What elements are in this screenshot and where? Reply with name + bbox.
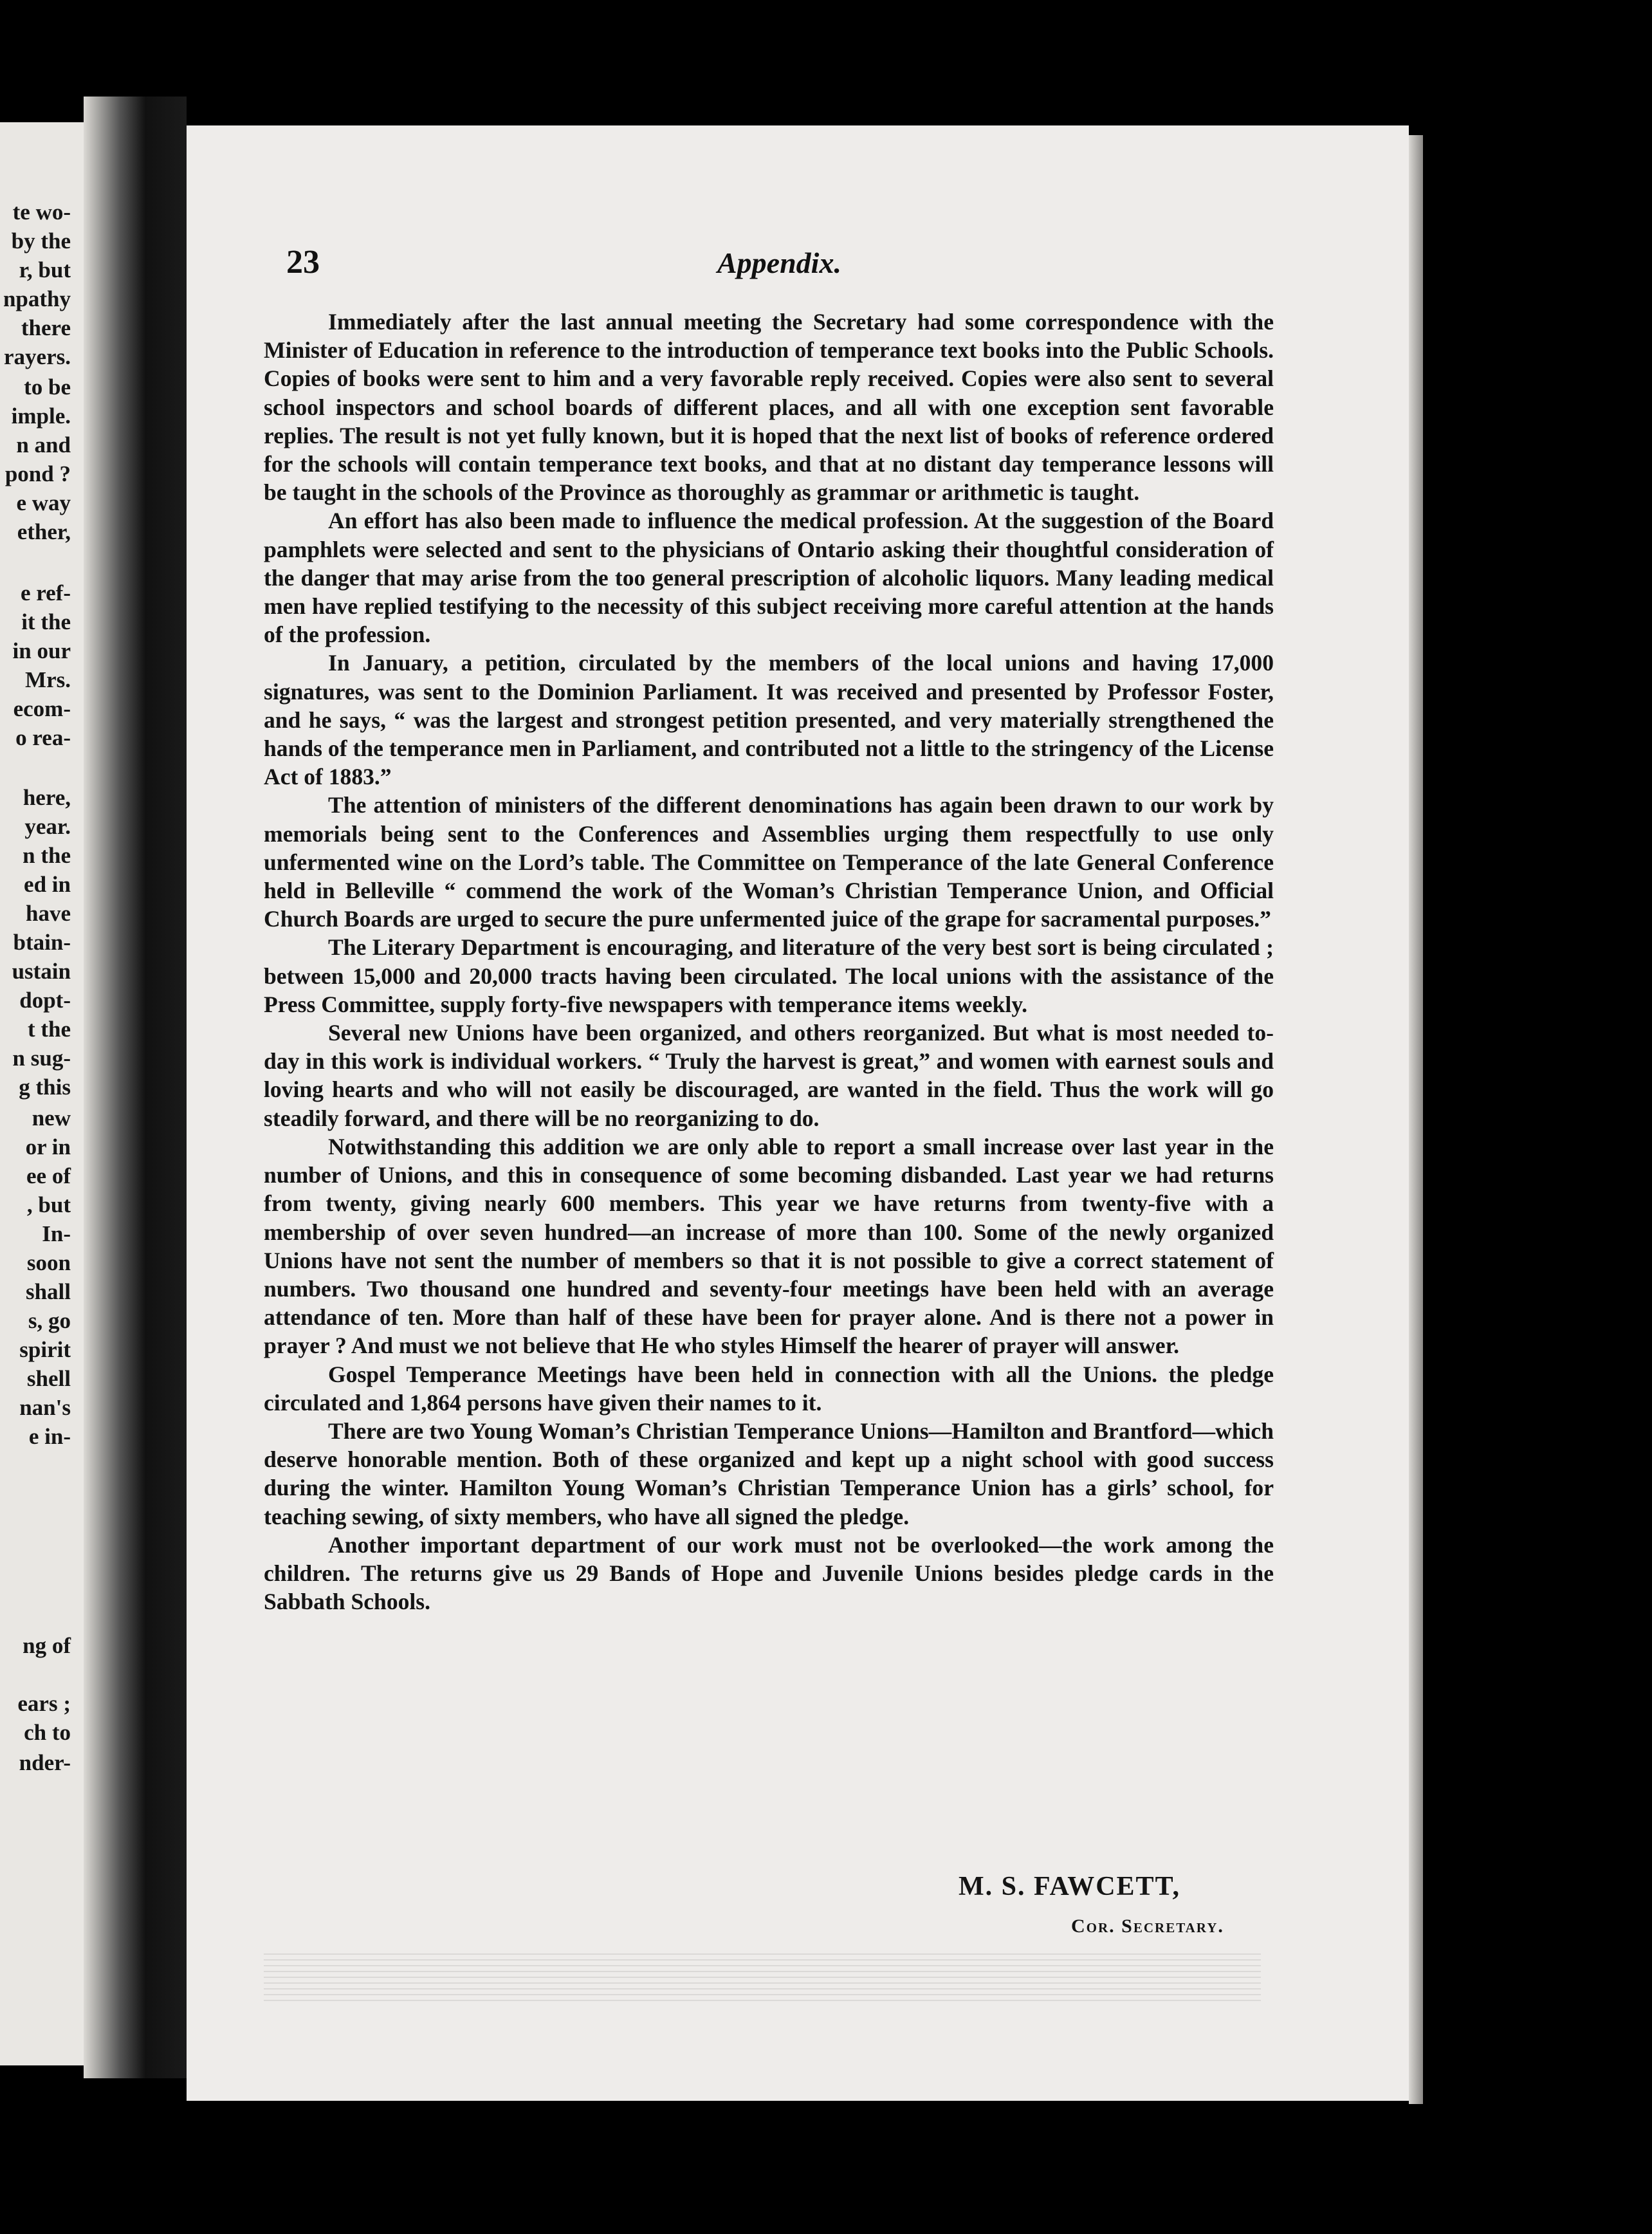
page-header	[286, 243, 1283, 282]
book-gutter-shadow	[84, 97, 187, 2078]
paragraph-new-unions: Several new Unions have been organized, and others reorganized. But what is most needed to-day in this work is individual workers. “ Truly the harvest is great,” and women with earnest souls and loving hearts and who will not easily be discouraged, are wanted in the field. Thus the work will go steadily forward, and there will be no reorganizing to do.	[264, 1020, 1274, 1131]
facing-page-fragment: ears ;	[17, 1691, 71, 1716]
facing-page-fragment: in our	[12, 638, 71, 663]
paragraph-medical-profession: An effort has also been made to influence the medical profession. At the suggestion of the Board pamphlets were selected and sent to the physicians of Ontario asking their thoughtful consideration of the danger that may arise from the too general prescription of alcoholic liquors. Many leading medical men have replied testifying to the necessity of this subject receiving more careful attention at the hands of the profession.	[264, 508, 1274, 648]
facing-page-fragment: year.	[24, 814, 71, 839]
facing-page-fragment: by the	[11, 228, 71, 254]
facing-page-fragment: In-	[42, 1221, 71, 1246]
running-head: Appendix.	[717, 246, 841, 279]
facing-page-fragment: nan's	[19, 1395, 71, 1420]
facing-page-fragment: n and	[16, 432, 71, 457]
paragraph-numbers: Notwithstanding this addition we are only able to report a small increase over last year in the number of Unions, and this in consequence of some becoming disbanded. Last year we had returns from twenty, giving nearly 600 members. This year we have returns from twenty-five with a membership of over seven hundred—an increase of more than 100. Some of the newly organized Unions have not sent the number of members so that it is not possible to give a correct statement of numbers. Two thousand one hundred and seventy-four meetings have been held with an average attendance of ten. More than half of these have been for prayer alone. And is there not a power in prayer ? And must we not believe that He who styles Himself the hearer of prayer will answer.	[264, 1133, 1274, 1359]
show-through-bleed	[264, 1950, 1261, 2001]
facing-page-fragment: npathy	[3, 286, 71, 311]
facing-page-fragment: soon	[26, 1250, 71, 1275]
facing-page-fragment: ecom-	[13, 696, 71, 721]
facing-page-fragment: there	[21, 315, 71, 340]
facing-page-fragment: it the	[21, 609, 71, 634]
facing-page-fragment: dopt-	[19, 988, 71, 1013]
paragraph-text-books: Immediately after the last annual meeting the Secretary had some correspondence with the Minister of Education in reference to the introduction of temperance text books into the Public Schools. Copies of books were sent to him and a very favorable reply received. Copies were also sent to several school inspectors and school boards of different places, and all with one exception sent favorable replies. The result is not yet fully known, but it is hoped that the next list of books of reference ordered for the schools will contain temperance text books, and that at no distant day temperance lessons will be taught in the schools of the Province as thoroughly as grammar or arithmetic is taught.	[264, 309, 1274, 506]
facing-page-fragment: e ref-	[20, 580, 71, 605]
facing-page-fragment: t the	[27, 1017, 71, 1042]
facing-page-fragment: shall	[25, 1279, 71, 1304]
facing-page-fragment: imple.	[11, 403, 71, 429]
facing-page-fragment: nder-	[19, 1750, 71, 1775]
facing-page-fragment: ustain	[12, 959, 71, 984]
facing-page-fragment: te wo-	[12, 199, 71, 225]
facing-page-fragment: Mrs.	[25, 667, 71, 692]
facing-page-fragment: to be	[24, 374, 71, 400]
facing-page-fragment: g this	[19, 1075, 71, 1100]
facing-page-fragment: ee of	[26, 1163, 71, 1188]
report-body	[264, 308, 1274, 1616]
facing-page-fragment: have	[26, 901, 71, 926]
paragraph-gospel-meetings: Gospel Temperance Meetings have been held in connection with all the Unions. the pledge circulated and 1,864 persons have given their names to it.	[264, 1361, 1274, 1416]
facing-page-fragment: spirit	[19, 1337, 71, 1362]
paragraph-young-womens-unions: There are two Young Woman’s Christian Temperance Unions—Hamilton and Brantford—which deserve honorable mention. Both of these organized and kept up a night school with good success during the winter. Hamilton Young Woman’s Christian Temperance Union has a girls’ school, for teaching sewing, of sixty members, who have all signed the pledge.	[264, 1417, 1274, 1529]
facing-page-fragment: n sug-	[12, 1046, 71, 1071]
facing-page-fragment: new	[32, 1105, 71, 1131]
facing-page-fragment: ng of	[23, 1633, 71, 1658]
signature-title: Cor. Secretary.	[1071, 1916, 1224, 1937]
facing-page-fragment: or in	[25, 1134, 71, 1159]
facing-page-fragment: ch to	[24, 1720, 71, 1745]
facing-page-fragment: ed in	[24, 872, 71, 897]
facing-page-fragment: n the	[23, 843, 71, 868]
paragraph-ministers: The attention of ministers of the different denominations has again been drawn to our work by memorials being sent to the Conferences and Assemblies urging them respectfully to use only unfermented wine on the Lord’s table. The Committee on Temperance of the late General Conference held in Belleville “ commend the work of the Woman’s Christian Temperance Union, and Official Church Boards are urged to secure the pure unfermented juice of the grape for sacramental purposes.”	[264, 792, 1274, 932]
facing-page-fragment: s, go	[28, 1308, 71, 1333]
facing-page-fragment: ether,	[17, 519, 71, 544]
facing-page-fragment: e way	[16, 490, 71, 515]
facing-page-fragment: o rea-	[15, 725, 71, 750]
paragraph-children: Another important department of our work must not be overlooked—the work among the children. The returns give us 29 Bands of Hope and Juvenile Unions besides pledge cards in the Sabbath Schools.	[264, 1531, 1274, 1615]
paragraph-petition: In January, a petition, circulated by the members of the local unions and having 17,000 signatures, was sent to the Dominion Parliament. It was received and presented by Professor Foster, and he says, “ was the largest and strongest petition presented, and very materially strengthened the hands of the temperance men in Parliament, and contributed not a little to the stringency of the License Act of 1883.”	[264, 650, 1274, 790]
page-number: 23	[286, 244, 320, 281]
facing-page-fragment: shell	[26, 1366, 71, 1391]
facing-page-fragment: r, but	[19, 257, 71, 282]
facing-page-sliver	[0, 122, 84, 2065]
facing-page-fragment: btain-	[13, 930, 71, 955]
page-edge	[1409, 135, 1423, 2104]
facing-page-fragment: pond ?	[5, 461, 71, 486]
facing-page-fragment: , but	[26, 1192, 71, 1217]
facing-page-fragment: rayers.	[4, 344, 71, 369]
paragraph-literary-department: The Literary Department is encouraging, and literature of the very best sort is being circulated ; between 15,000 and 20,000 tracts having been circulated. The local unions with the assistance of the Press Committee, supply forty-five newspapers with temperance items weekly.	[264, 934, 1274, 1017]
facing-page-fragment: here,	[23, 785, 71, 810]
facing-page-fragment: e in-	[28, 1424, 71, 1449]
signature-name: M. S. FAWCETT,	[959, 1872, 1180, 1901]
